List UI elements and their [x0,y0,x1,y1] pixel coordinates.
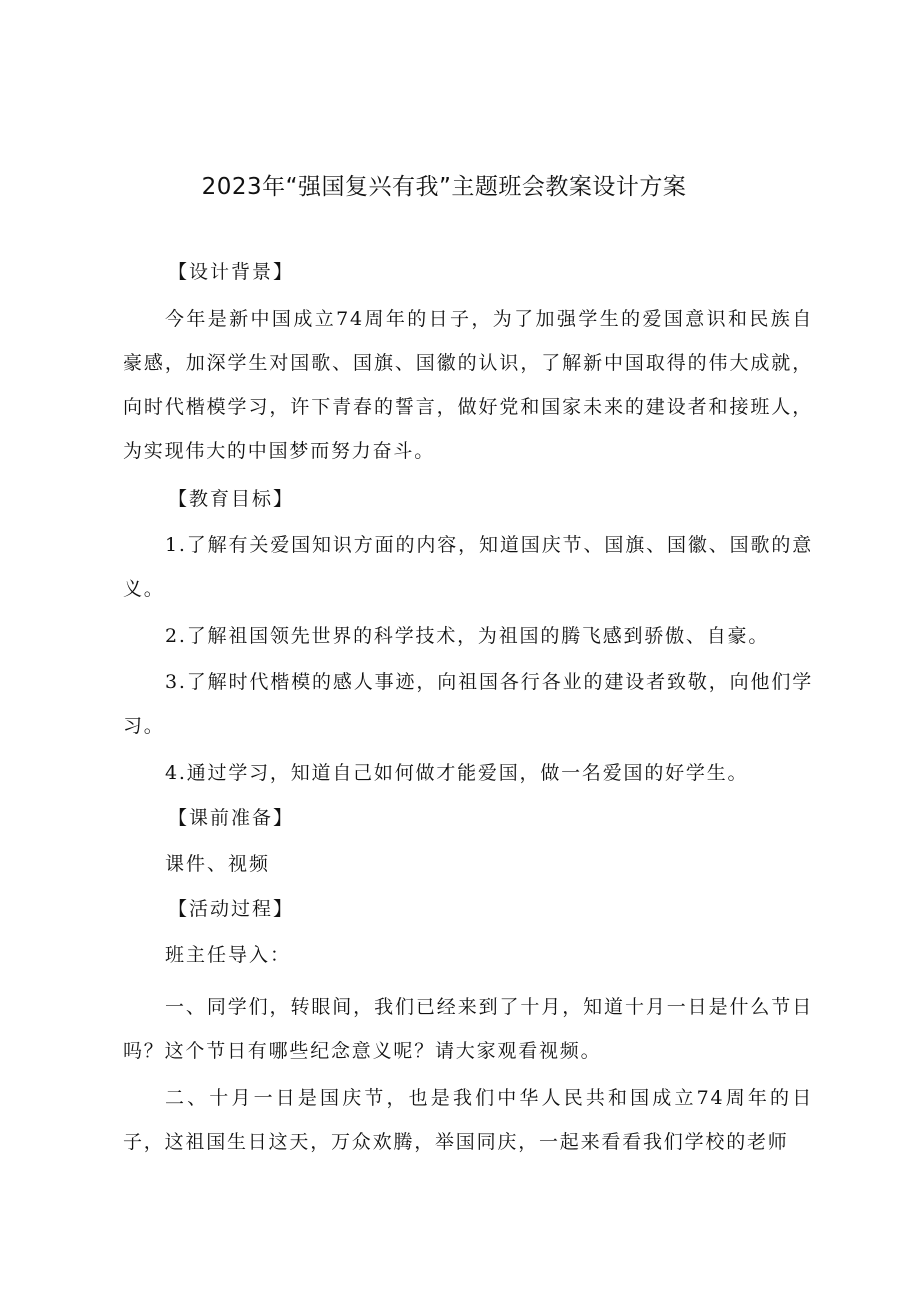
heading-activity-process: 【活动过程】 [168,898,295,920]
goal-item-3: 3.了解时代楷模的感人事迹，向祖国各行各业的建设者致敬，向他们学习。 [123,671,813,737]
process-intro: 班主任导入： [165,944,292,966]
heading-class-preparation: 【课前准备】 [168,807,295,829]
preparation-text: 课件、视频 [165,853,271,875]
document-title: 2023年“强国复兴有我”主题班会教案设计方案 [201,174,687,200]
heading-education-goals: 【教育目标】 [168,488,295,510]
heading-design-background: 【设计背景】 [168,261,295,283]
process-step-1: 一、同学们，转眼间，我们已经来到了十月，知道十月一日是什么节日吗？这个节日有哪些纪念意义呢？请大家观看视频。 [123,996,813,1062]
paragraph-background: 今年是新中国成立74周年的日子，为了加强学生的爱国意识和民族自豪感，加深学生对国歌、国旗、国徽的认识，了解新中国取得的伟大成就，向时代楷模学习，许下青春的誓言，做好党和国家未来的建设者和接班人，为实现伟大的中国梦而努力奋斗。 [123,308,813,462]
goal-item-4: 4.通过学习，知道自己如何做才能爱国，做一名爱国的好学生。 [165,762,749,784]
process-step-2: 二、十月一日是国庆节，也是我们中华人民共和国成立74周年的日子，这祖国生日这天，万众欢腾，举国同庆，一起来看看我们学校的老师 [123,1087,813,1153]
goal-item-1: 1.了解有关爱国知识方面的内容，知道国庆节、国旗、国徽、国歌的意义。 [123,534,813,600]
goal-item-2: 2.了解祖国领先世界的科学技术，为祖国的腾飞感到骄傲、自豪。 [165,625,770,647]
